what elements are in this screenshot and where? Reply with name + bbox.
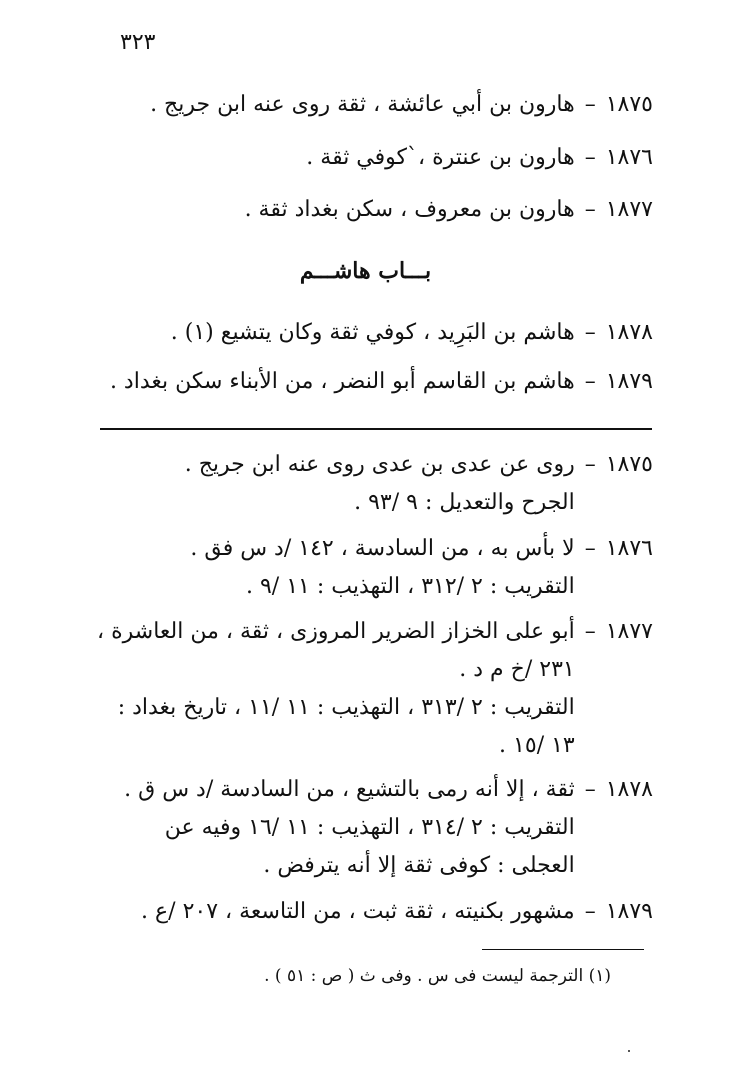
- note-line: التقريب : ٢ /٣١٤ ، التهذيب : ١١ /١٦ وفيه عن: [164, 815, 575, 840]
- note-1877: [93, 613, 653, 765]
- note-dash: –: [584, 777, 596, 802]
- note-1879: [93, 893, 653, 931]
- note-dash: –: [584, 452, 596, 477]
- note-line: مشهور بكنيته ، ثقة ثبت ، من التاسعة ، ٢٠٧ /ع .: [141, 899, 575, 924]
- entry-dash: –: [584, 92, 596, 117]
- entry-text: هاشم بن القاسم أبو النضر ، من الأبناء سكن بغداد .: [109, 369, 575, 394]
- entry-1875: [150, 85, 653, 125]
- note-line: لا بأس به ، من السادسة ، ١٤٢ /د س فق .: [190, 536, 575, 561]
- entry-text: هارون بن معروف ، سكن بغداد ثقة .: [244, 197, 575, 222]
- entry-number: ١٨٧٩: [605, 369, 653, 394]
- note-line: التقريب : ٢ /٣١٢ ، التهذيب : ١١ /٩ .: [245, 574, 575, 599]
- entry-number: ١٨٧٦: [605, 145, 653, 170]
- note-number: ١٨٧٥: [605, 452, 653, 477]
- note-line: ٢٣١ /خ م د .: [459, 657, 575, 682]
- entry-1877: [245, 190, 653, 230]
- entry-number: ١٨٧٥: [605, 92, 653, 117]
- note-number: ١٨٧٧: [605, 619, 653, 644]
- note-line: أبو على الخزاز الضرير المروزى ، ثقة ، من العاشرة ،: [97, 619, 575, 644]
- note-dash: –: [584, 536, 596, 561]
- scan-speck: [628, 1050, 630, 1052]
- entry-1878: [171, 313, 653, 353]
- entry-text: هاشم بن البَرِيد ، كوفي ثقة وكان يتشيع (١) .: [170, 320, 575, 345]
- note-1878: [93, 771, 653, 885]
- note-line: التقريب : ٢ /٣١٣ ، التهذيب : ١١ /١١ ، تاريخ بغداد :: [117, 695, 575, 720]
- entry-text: هارون بن عنترة ،`كوفي ثقة .: [306, 145, 575, 170]
- entry-text: هارون بن أبي عائشة ، ثقة روى عنه ابن جريج .: [150, 92, 575, 117]
- page-number: ٣٢٣: [120, 30, 156, 55]
- note-line: ١٣ /١٥ .: [499, 733, 575, 758]
- footnote-separator-rule: [482, 949, 644, 950]
- note-1875: [93, 446, 653, 522]
- note-1876: [93, 530, 653, 606]
- entry-number: ١٨٧٨: [605, 320, 653, 345]
- note-line: الجرح والتعديل : ٩ /٩٣ .: [354, 490, 575, 515]
- entry-dash: –: [584, 320, 596, 345]
- entry-1876: [306, 138, 653, 178]
- entry-1879: [110, 362, 653, 402]
- entry-number: ١٨٧٧: [605, 197, 653, 222]
- note-line: العجلى : كوفى ثقة إلا أنه يترفض .: [263, 853, 575, 878]
- entry-dash: –: [584, 145, 596, 170]
- section-heading: بـــاب هاشـــم: [299, 258, 432, 284]
- note-dash: –: [584, 899, 596, 924]
- entry-dash: –: [584, 197, 596, 222]
- entry-dash: –: [584, 369, 596, 394]
- note-number: ١٨٧٩: [605, 899, 653, 924]
- note-line: روى عن عدى بن عدى روى عنه ابن جريج .: [184, 452, 575, 477]
- footnote: (١) الترجمة ليست فى س . وفى ث ( ص : ٥١ ) .: [264, 966, 611, 986]
- note-number: ١٨٧٨: [605, 777, 653, 802]
- note-number: ١٨٧٦: [605, 536, 653, 561]
- notes-separator-rule: [100, 428, 652, 430]
- note-dash: –: [584, 619, 596, 644]
- note-line: ثقة ، إلا أنه رمى بالتشيع ، من السادسة /د س ق .: [124, 777, 575, 802]
